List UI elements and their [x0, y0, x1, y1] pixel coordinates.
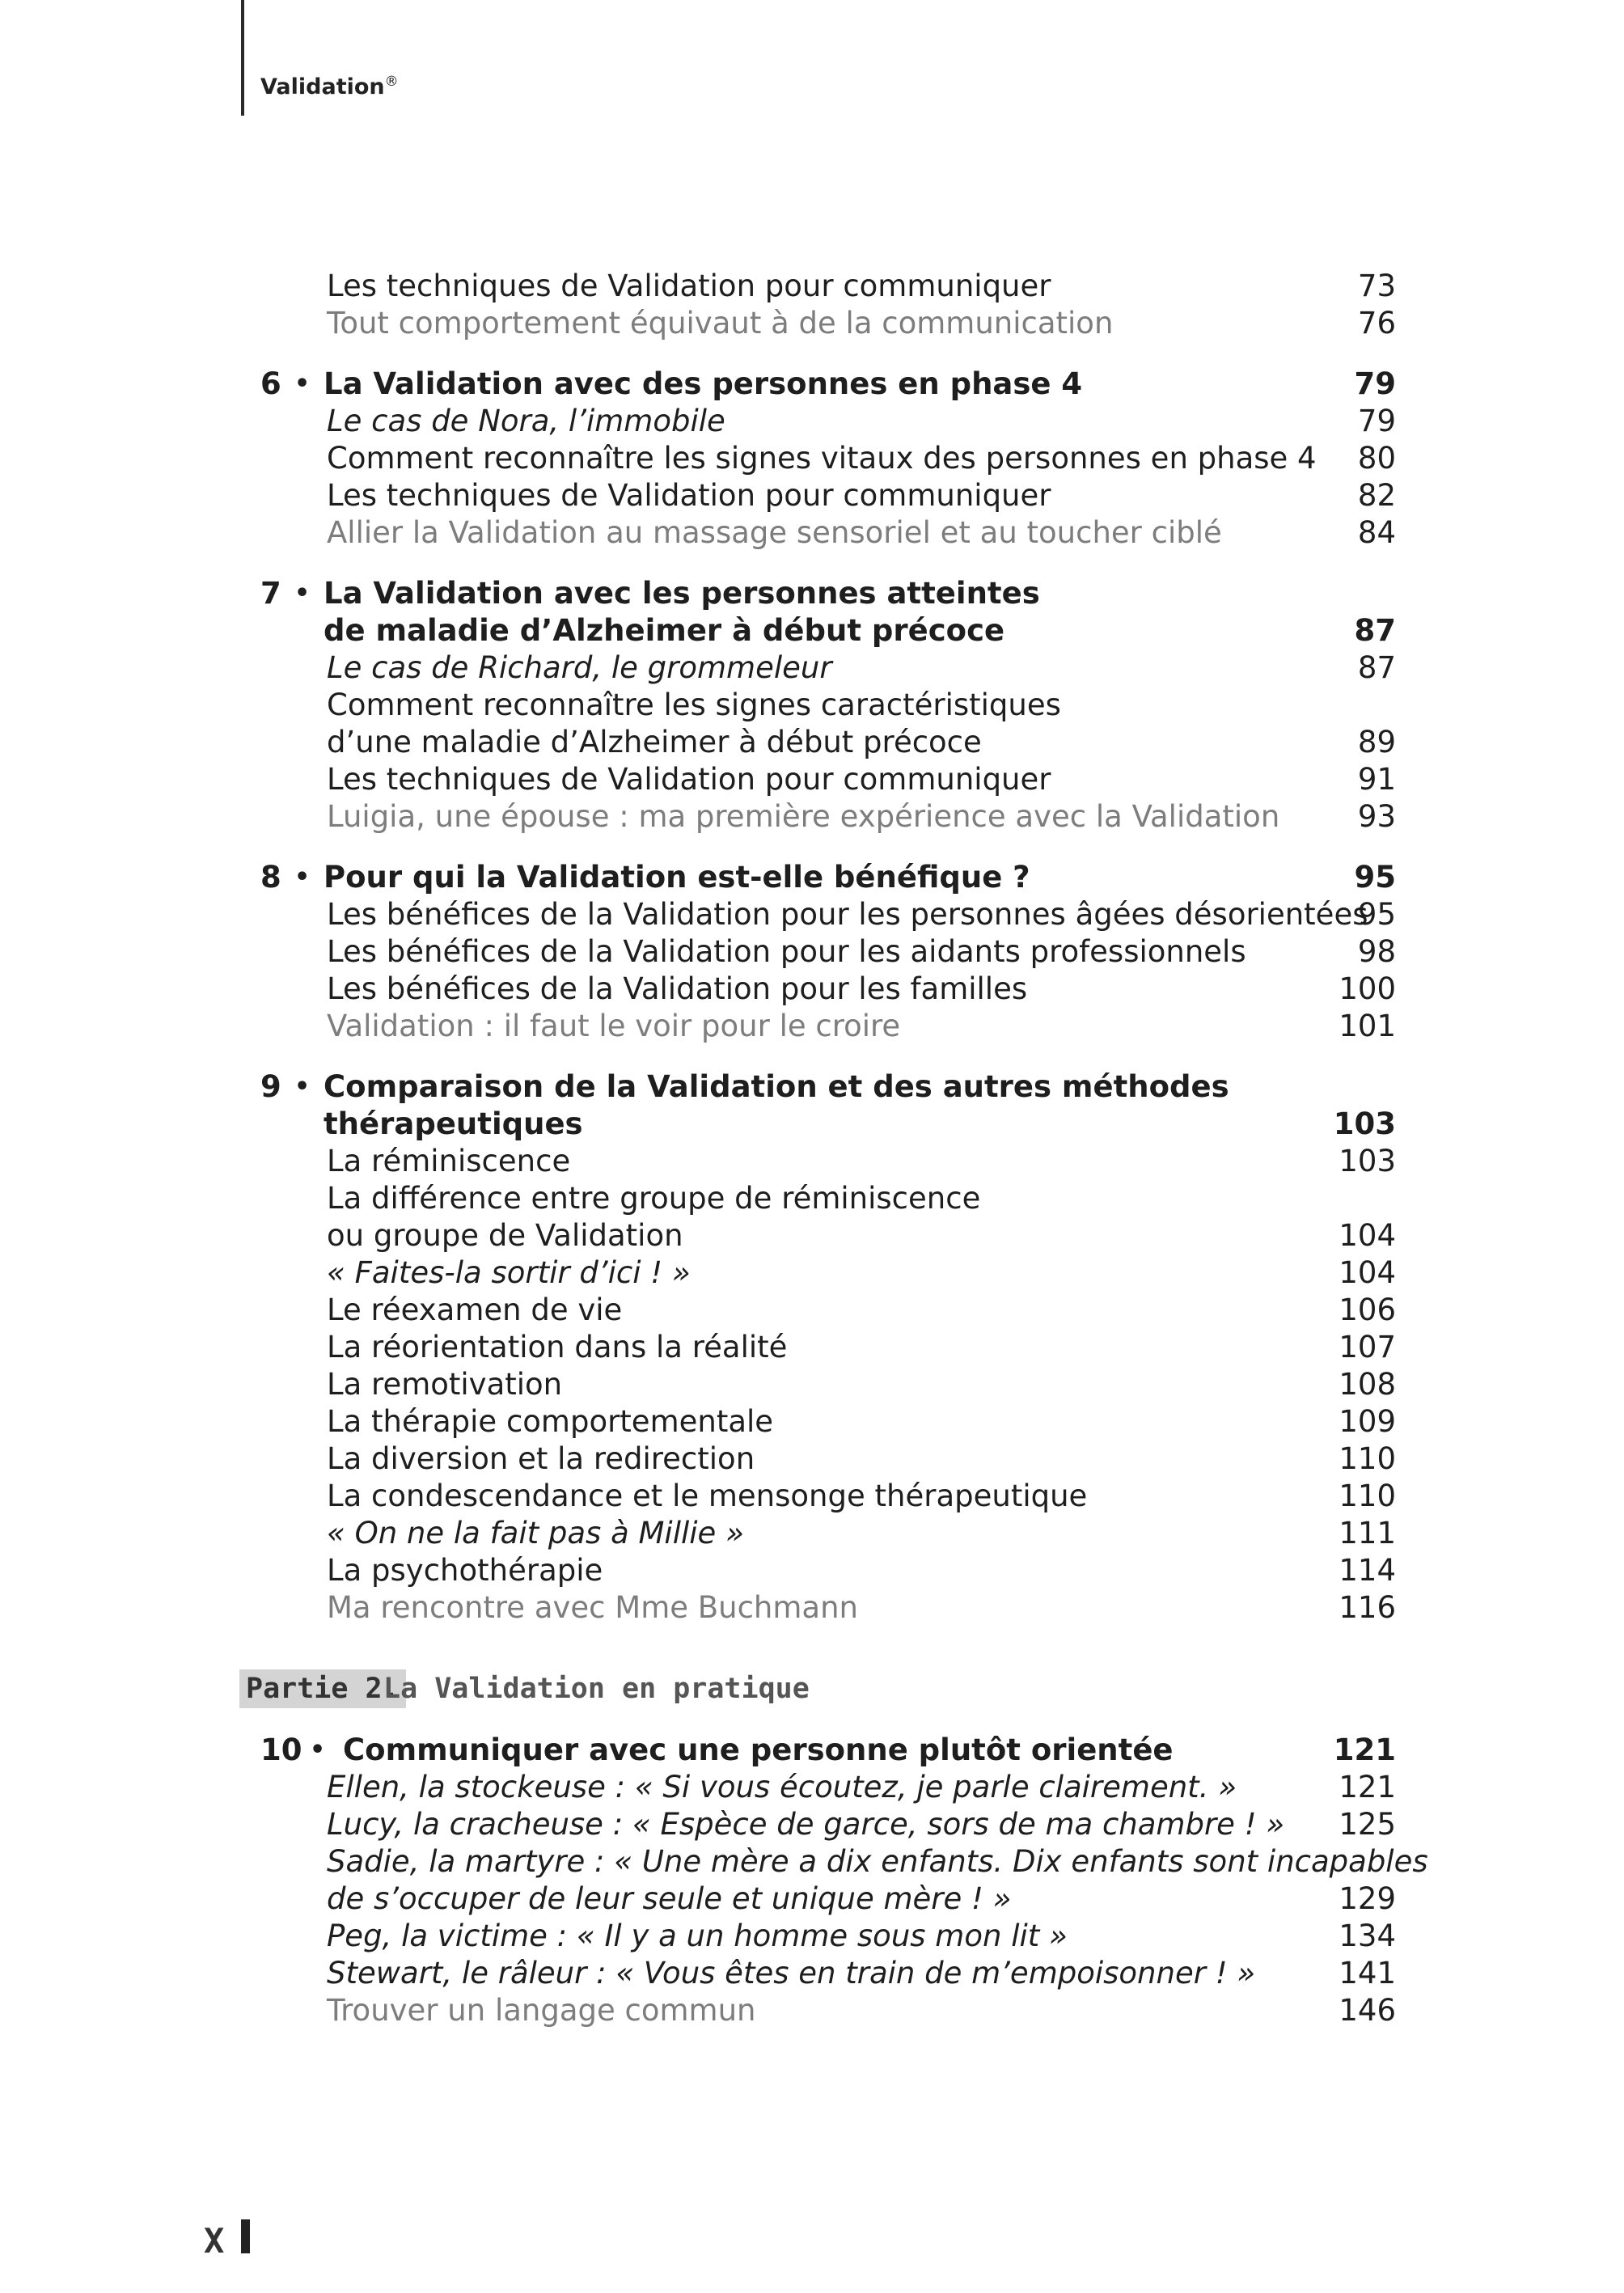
entry-title: « On ne la fait pas à Millie » — [327, 1516, 744, 1551]
entry-title: Sadie, la martyre : « Une mère a dix enfants. Dix enfants sont incapables — [327, 1844, 1428, 1879]
page-number: 114 — [1339, 1553, 1396, 1588]
page-number: 129 — [1339, 1881, 1396, 1916]
entry-title: d’une maladie d’Alzheimer à début précoce — [327, 725, 982, 759]
entry-title: Ellen, la stockeuse : « Si vous écoutez, je parle clairement. » — [327, 1770, 1237, 1804]
entry-title: Le cas de Richard, le grommeleur — [327, 650, 832, 685]
page-number: 89 — [1357, 725, 1396, 759]
toc-entry — [0, 687, 1624, 724]
page-number: 125 — [1339, 1807, 1396, 1842]
entry-title: Les techniques de Validation pour communiquer — [327, 269, 1051, 303]
entry-title: La psychothérapie — [327, 1553, 603, 1588]
toc-entry — [0, 1217, 1624, 1254]
toc-case-entry — [0, 1806, 1624, 1843]
chapter-number: 8 — [260, 860, 281, 895]
entry-title: La réorientation dans la réalité — [327, 1330, 788, 1364]
toc-chapter-entry — [0, 1068, 1624, 1106]
page-number: 87 — [1354, 613, 1396, 648]
page-number: 103 — [1339, 1144, 1396, 1178]
entry-title: Le cas de Nora, l’immobile — [327, 404, 725, 438]
page-number: 110 — [1339, 1479, 1396, 1513]
folio-bar — [241, 2219, 250, 2253]
entry-title: Tout comportement équivaut à de la communication — [327, 306, 1114, 341]
part-heading — [0, 1667, 1624, 1712]
toc-testimony-entry — [0, 305, 1624, 342]
entry-title: de maladie d’Alzheimer à début précoce — [324, 613, 1005, 648]
page-number: 109 — [1339, 1404, 1396, 1439]
entry-title: ou groupe de Validation — [327, 1218, 683, 1253]
page-number: 84 — [1357, 515, 1396, 550]
toc-case-entry — [0, 649, 1624, 687]
part-title: La Validation en pratique — [383, 1673, 810, 1705]
page-number: 82 — [1357, 478, 1396, 513]
entry-title: La réminiscence — [327, 1144, 571, 1178]
entry-title: Allier la Validation au massage sensoriel et au toucher ciblé — [327, 515, 1222, 550]
page-number: 101 — [1339, 1009, 1396, 1043]
toc-spacer — [0, 836, 1624, 859]
toc-testimony-entry — [0, 1589, 1624, 1627]
page-number: 73 — [1357, 269, 1396, 303]
entry-title: Les techniques de Validation pour communiquer — [327, 762, 1051, 797]
entry-title: Comparaison de la Validation et des autres méthodes — [324, 1069, 1229, 1104]
toc-entry — [0, 971, 1624, 1008]
entry-title: Les bénéfices de la Validation pour les aidants professionnels — [327, 934, 1246, 969]
toc-entry — [0, 1292, 1624, 1329]
toc-entry — [0, 724, 1624, 761]
page-number: 116 — [1339, 1590, 1396, 1625]
toc-chapter-entry — [0, 612, 1624, 649]
page-number: 95 — [1357, 897, 1396, 932]
toc-entry — [0, 1143, 1624, 1180]
entry-title: Peg, la victime : « Il y a un homme sous mon lit » — [327, 1919, 1068, 1953]
entry-title: La remotivation — [327, 1367, 563, 1402]
toc-testimony-entry — [0, 1008, 1624, 1045]
page-number: 100 — [1339, 971, 1396, 1006]
entry-title: La différence entre groupe de réminiscence — [327, 1181, 981, 1216]
page-number: 95 — [1354, 860, 1396, 895]
toc-entry — [0, 1329, 1624, 1366]
page-number: 104 — [1339, 1218, 1396, 1253]
toc-entry — [0, 896, 1624, 933]
toc-spacer — [0, 1045, 1624, 1068]
toc-spacer — [0, 552, 1624, 575]
toc-entry — [0, 761, 1624, 798]
entry-title: Trouver un langage commun — [327, 1993, 756, 2028]
entry-title: La condescendance et le mensonge thérapeutique — [327, 1479, 1088, 1513]
page-number: 104 — [1339, 1255, 1396, 1290]
toc-case-entry — [0, 1843, 1624, 1881]
page-number: 110 — [1339, 1441, 1396, 1476]
toc-chapter-entry — [0, 859, 1624, 896]
toc-case-entry — [0, 1769, 1624, 1806]
page-number: 98 — [1357, 934, 1396, 969]
page-number: 79 — [1357, 404, 1396, 438]
entry-title: « Faites-la sortir d’ici ! » — [327, 1255, 691, 1290]
toc-entry — [0, 268, 1624, 305]
entry-title: Luigia, une épouse : ma première expérience avec la Validation — [327, 799, 1280, 834]
margin-rule — [241, 0, 244, 116]
page-folio: X — [204, 2221, 225, 2261]
entry-title: de s’occuper de leur seule et unique mère ! » — [327, 1881, 1012, 1916]
part-label: Partie 2. — [239, 1669, 406, 1708]
page-number: 76 — [1357, 306, 1396, 341]
toc-entry — [0, 933, 1624, 971]
toc-testimony-entry — [0, 514, 1624, 552]
toc-chapter-entry — [0, 366, 1624, 403]
toc-entry — [0, 1180, 1624, 1217]
entry-title: Les bénéfices de la Validation pour les familles — [327, 971, 1028, 1006]
entry-title: Les techniques de Validation pour communiquer — [327, 478, 1051, 513]
entry-title: Le réexamen de vie — [327, 1292, 623, 1327]
page-number: 121 — [1339, 1770, 1396, 1804]
entry-title: Les bénéfices de la Validation pour les personnes âgées désorientées — [327, 897, 1368, 932]
toc-testimony-entry — [0, 1992, 1624, 2029]
page-number: 80 — [1357, 441, 1396, 476]
toc-case-entry — [0, 1254, 1624, 1292]
chapter-number: 6 — [260, 366, 281, 401]
page-number: 141 — [1339, 1956, 1396, 1991]
page-number: 106 — [1339, 1292, 1396, 1327]
toc-entry — [0, 1478, 1624, 1515]
bullet-glyph: • — [294, 370, 311, 398]
entry-title: La Validation avec des personnes en phase 4 — [324, 366, 1083, 401]
toc-entry — [0, 1552, 1624, 1589]
toc-testimony-entry — [0, 798, 1624, 836]
toc-case-entry — [0, 403, 1624, 440]
entry-title: La diversion et la redirection — [327, 1441, 755, 1476]
entry-title: La Validation avec les personnes atteintes — [324, 576, 1040, 611]
page-number: 93 — [1357, 799, 1396, 834]
table-of-contents — [0, 268, 1624, 2029]
bullet-glyph: • — [294, 1072, 311, 1101]
bullet-glyph: • — [294, 863, 311, 891]
toc-case-entry — [0, 1955, 1624, 1992]
entry-title: Comment reconnaître les signes vitaux des personnes en phase 4 — [327, 441, 1317, 476]
toc-chapter-entry — [0, 575, 1624, 612]
toc-entry — [0, 1366, 1624, 1403]
page-number: 79 — [1354, 366, 1396, 401]
toc-entry — [0, 1441, 1624, 1478]
entry-title: Validation : il faut le voir pour le croire — [327, 1009, 901, 1043]
entry-title: Lucy, la cracheuse : « Espèce de garce, sors de ma chambre ! » — [327, 1807, 1285, 1842]
page-number: 108 — [1339, 1367, 1396, 1402]
toc-entry — [0, 477, 1624, 514]
chapter-number: 9 — [260, 1069, 281, 1104]
toc-entry — [0, 1403, 1624, 1441]
running-head: Validation® — [260, 74, 399, 99]
toc-chapter-entry — [0, 1732, 1624, 1769]
entry-title: Comment reconnaître les signes caractéristiques — [327, 687, 1061, 722]
toc-entry — [0, 440, 1624, 477]
toc-case-entry — [0, 1515, 1624, 1552]
page-number: 87 — [1357, 650, 1396, 685]
page-number: 91 — [1357, 762, 1396, 797]
page-number: 107 — [1339, 1330, 1396, 1364]
toc-spacer — [0, 342, 1624, 366]
entry-title: Pour qui la Validation est-elle bénéfique ? — [324, 860, 1030, 895]
entry-title: Ma rencontre avec Mme Buchmann — [327, 1590, 859, 1625]
entry-title: Communiquer avec une personne plutôt orientée — [343, 1732, 1174, 1767]
bullet-glyph: • — [294, 579, 311, 607]
page-number: 121 — [1333, 1732, 1396, 1767]
entry-title: La thérapie comportementale — [327, 1404, 774, 1439]
toc-case-entry — [0, 1918, 1624, 1955]
toc-case-entry — [0, 1881, 1624, 1918]
bullet-glyph: • — [310, 1736, 326, 1764]
toc-chapter-entry — [0, 1106, 1624, 1143]
chapter-number: 10 — [260, 1732, 302, 1767]
page-number: 103 — [1333, 1106, 1396, 1141]
chapter-number: 7 — [260, 576, 281, 611]
entry-title: thérapeutiques — [324, 1106, 583, 1141]
page-number: 111 — [1339, 1516, 1396, 1551]
entry-title: Stewart, le râleur : « Vous êtes en train de m’empoisonner ! » — [327, 1956, 1256, 1991]
page-number: 134 — [1339, 1919, 1396, 1953]
page-number: 146 — [1339, 1993, 1396, 2028]
